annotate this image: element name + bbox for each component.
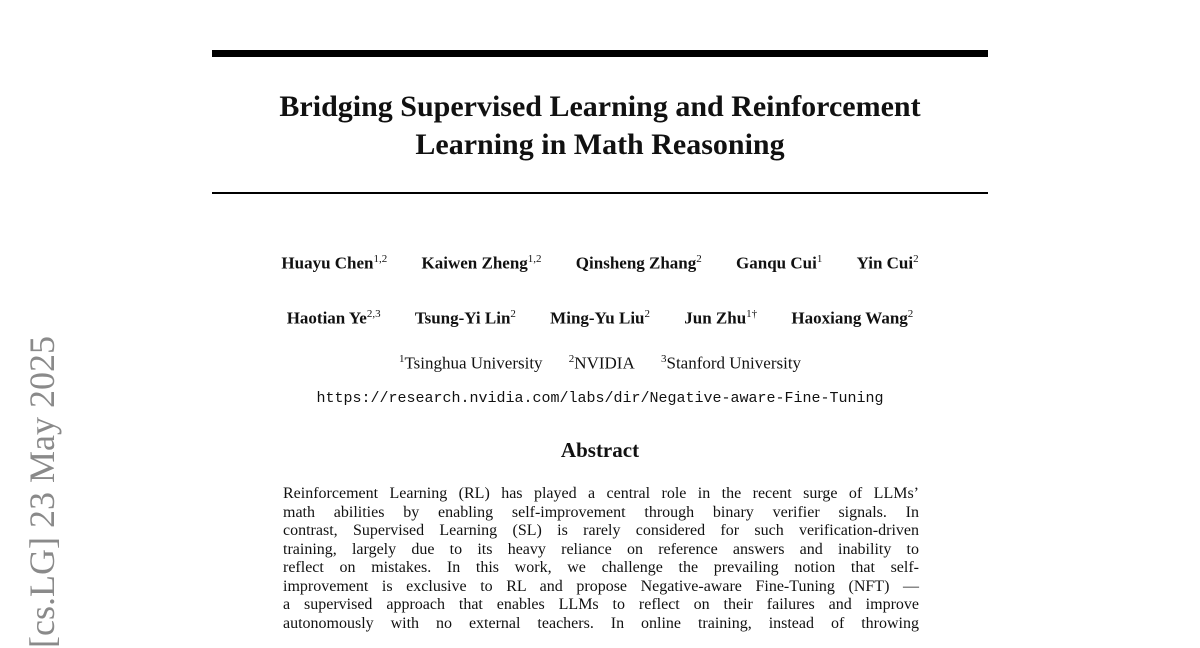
affiliations [212,348,988,375]
authors-row [212,303,988,330]
author: Tsung-Yi Lin$^2$ [414,308,516,328]
abstract-line: training, largely due to its heavy reliance on reference answers and inability to [283,540,919,558]
abstract-line: a supervised approach that enables LLMs to reflect on their failures and improve [283,596,919,613]
abstract-line: contrast, Supervised Learning (SL) is rarely considered for such verification-driven [283,522,919,539]
abstract-heading: Abstract [560,438,640,462]
arxiv-category-date: [cs.LG] 23 May 2025 [22,336,62,648]
abstract-line: reflect on mistakes. In this work, we challenge the prevailing notion that self- [283,559,919,576]
title-line: Bridging Supervised Learning and Reinforcement [279,90,921,123]
author: Ganqu Cui$^1$ [736,253,823,273]
author: Yin Cui$^2$ [856,253,919,273]
paper-title [212,88,988,164]
author: Jun Zhu$^{1\dagger}$ [684,308,758,328]
author: Ming-Yu Liu$^2$ [550,308,650,328]
abstract-body [283,485,919,633]
abstract-line: improvement is exclusive to RL and propose Negative-aware Fine-Tuning (NFT) — [283,577,919,595]
title-rule-bottom [212,192,988,194]
abstract-line: Reinforcement Learning (RL) has played a central role in the recent surge of LLMs’ [283,485,919,502]
affiliation: $^3$Stanford University [660,353,802,373]
abstract-line: math abilities by enabling self-improvement through binary verifier signals. In [283,503,919,521]
arxiv-side-stamp [20,300,110,648]
author: Huayu Chen$^{1,2}$ [281,253,388,273]
authors-row [212,248,988,275]
abstract-line: autonomously with no external teachers. In online training, instead of throwing [283,614,919,632]
affiliation: $^2$NVIDIA [568,353,635,373]
title-rule-top [212,50,988,57]
affiliation: $^1$Tsinghua University [398,353,543,373]
author: Haotian Ye$^{2,3}$ [286,308,381,328]
author: Kaiwen Zheng$^{1,2}$ [421,253,542,273]
title-line: Learning in Math Reasoning [415,128,785,161]
author: Qinsheng Zhang$^2$ [575,253,702,273]
author: Haoxiang Wang$^2$ [791,308,914,328]
project-url[interactable]: https://research.nvidia.com/labs/dir/Negative-aware-Fine-Tuning [316,390,884,407]
